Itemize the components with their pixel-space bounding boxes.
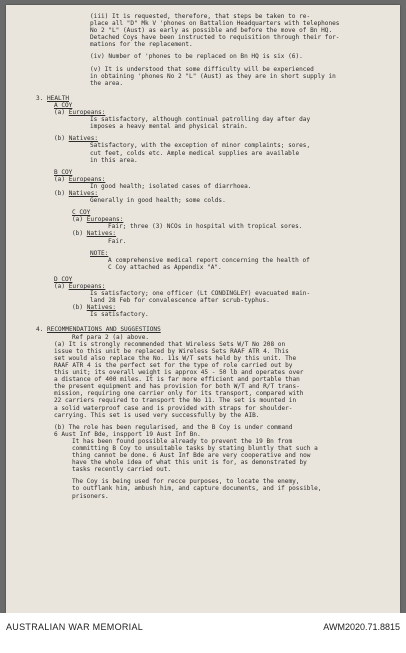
c-coy-europeans-text: Fair; three (3) NCOs in hospital with tropical sores. <box>108 223 303 231</box>
section-title: RECOMMENDATIONS AND SUGGESTIONS <box>47 326 161 334</box>
document-page <box>6 5 400 613</box>
section-4-paragraph-b: (b) The role has been regularised, and the B Coy is under command 6 Aust Inf Bde, inspport 19 Aust Inf Bn. <box>54 423 293 438</box>
a-coy-natives-text: Satisfactory, with the exception of minor complaints; sores, cut feet, colds etc. Ample medical supplies are available in this area. <box>90 142 311 164</box>
paragraph-iv: (iv) Number of 'phones to be replaced on Bn HQ is six (6). <box>90 53 303 61</box>
paragraph-v: (v) It is understood that some difficulty will be experienced in obtaining 'phones No 2 "L" (Aust) as they are in short supply in the area. <box>90 65 336 87</box>
a-coy-europeans-heading: (a) Europeans: <box>54 109 106 117</box>
a-coy-europeans-text: Is satisfactory, although continual patrolling day after day imposes a heavy mental and physical strain. <box>90 116 311 131</box>
archive-footer <box>0 613 406 653</box>
section-4-paragraph-a: (a) It is strongly recommended that Wireless Sets W/T No 208 on issue to this unit be replaced by Wireless Sets RAAF ATR 4. This set would also replace the No. 11s W/T sets held by this unit. The RAAF ATR 4 is the perfect set for the type of role carried out by this unit; its overall weight is approx 45 - 50 lb and operates over a distance of 400 miles. It is far more efficient and portable than the present equipment and has provision for both W/T and R/T trans- mission, requiring one carrier only for its transport, compared with 22 carriers required to transport the No 11. The set is mounted in a solid waterproof case and is provided with straps for shoulder- carrying. This set is used very successfully by the AIB. <box>54 340 304 419</box>
b-coy-europeans-text: In good health; isolated cases of diarrhoea. <box>90 182 252 190</box>
a-coy-natives-heading: (b) Natives: <box>54 135 99 143</box>
section-4-heading <box>36 326 388 333</box>
c-coy-natives-text: Fair. <box>108 237 127 245</box>
b-coy-natives-text: Generally in good health; some colds. <box>90 197 226 205</box>
note-text: A comprehensive medical report concerning the health of C Coy attached as Appendix "A". <box>108 256 310 271</box>
section-title: HEALTH <box>47 94 70 102</box>
note-heading: NOTE: <box>90 249 109 257</box>
document-body <box>36 13 388 500</box>
institution-name: AUSTRALIAN WAR MEMORIAL <box>6 622 144 632</box>
section-4-paragraph-b-continued: It has been found possible already to prevent the 19 Bn from committing B Coy to unsuitable tasks by stating bluntly that such a thing cannot be done. 6 Aust Inf Bde are very cooperative and now have the whole idea of what this unit is for, as demonstrated by tasks recently carried out. <box>72 437 318 474</box>
b-coy-europeans-heading: (a) Europeans: <box>54 175 106 183</box>
paragraph-iii: (iii) It is requested, therefore, that steps be taken to re- place all "D" Mk V 'phones on Battalion Headquarters with telephones No 2 "L" (Aust) as early as possible and before the move of Bn HQ. Detached Coys have been instructed to requisition through their for- mations for the replacement. <box>90 13 340 49</box>
c-coy-natives-heading: (b) Natives: <box>72 230 117 238</box>
c-coy-heading: C COY <box>72 209 91 217</box>
d-coy-natives-text: Is satisfactory. <box>90 311 149 319</box>
d-coy-natives-heading: (b) Natives: <box>72 304 117 312</box>
a-coy-heading: A COY <box>54 101 73 109</box>
d-coy-heading: D COY <box>54 275 73 283</box>
section-4-paragraph-b-final: The Coy is being used for recce purposes, to locate the enemy, to outflank him, ambush him, and capture documents, and if possible, prisoners. <box>72 478 322 500</box>
section-number: 3. <box>36 94 44 102</box>
c-coy-europeans-heading: (a) Europeans: <box>72 216 124 224</box>
b-coy-heading: B COY <box>54 168 73 176</box>
section-number: 4. <box>36 326 44 334</box>
d-coy-europeans-heading: (a) Europeans: <box>54 283 106 290</box>
section-4-reference: Ref para 2 (a) above. <box>72 333 150 341</box>
accession-number: AWM2020.71.8815 <box>323 622 400 632</box>
d-coy-europeans-text: Is satisfactory; one officer (Lt CONDINGLEY) evacuated main- land 28 Feb for convalescence after scrub-typhus. <box>90 290 311 305</box>
b-coy-natives-heading: (b) Natives: <box>54 189 99 197</box>
section-3-heading <box>36 95 388 102</box>
